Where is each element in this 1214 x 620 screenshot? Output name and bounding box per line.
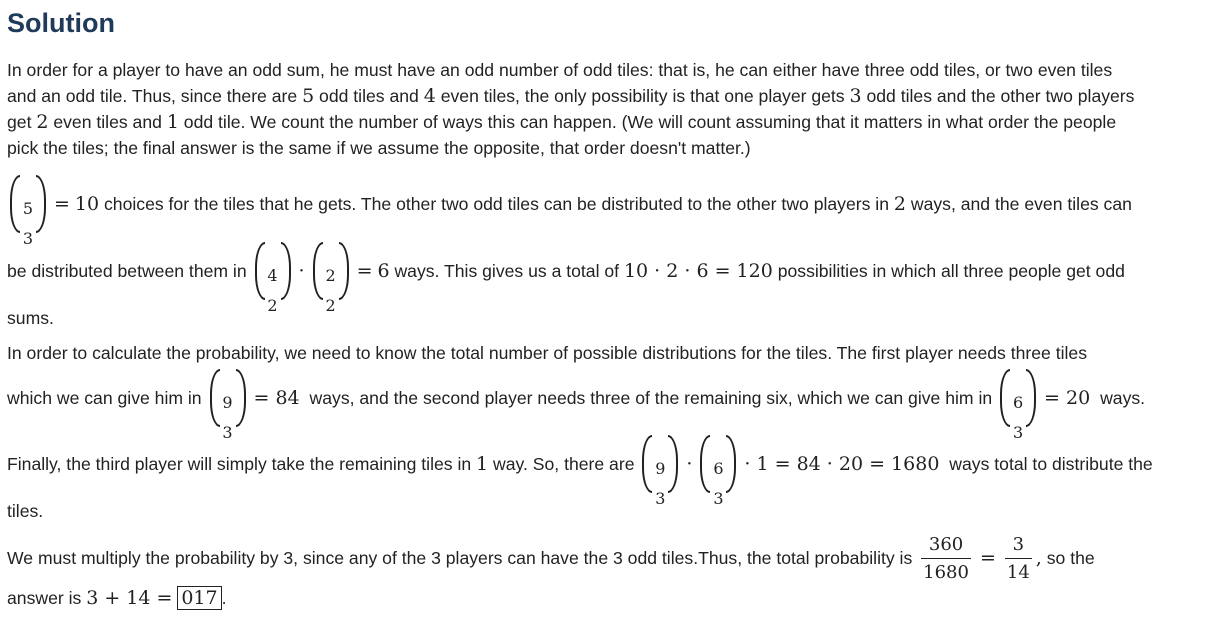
paragraph-3-line-1: In order to calculate the probability, we need to know the total number of possible distributions for the tiles. The first player needs three tiles — [7, 343, 1087, 363]
paragraph-3-line-3: Finally, the third player will simply take the remaining tiles in 1 way. So, there are 9 3 · 6 3 · 1 = 84 · 20 = 1680 ways total to distribute the — [7, 433, 1153, 495]
page-title: Solution — [7, 8, 115, 38]
binomial-5-choose-3: 5 3 — [10, 175, 46, 235]
paragraph-1-line-2: and an odd tile. Thus, since there are 5 odd tiles and 4 even tiles, the only possibility is that one player gets 3 odd tiles and the other two players — [7, 85, 1135, 107]
paragraph-2-line-2: be distributed between them in 4 2 · 2 2 = 6 ways. This gives us a total of 10 · 2 · 6 = 120 possibilities in which all three people get odd — [7, 240, 1125, 302]
paragraph-3-line-4: tiles. — [7, 501, 44, 521]
paragraph-2-line-1: 5 3 = 10 choices for the tiles that he gets. The other two odd tiles can be distributed to the other two players in 2 ways, and the even tiles can — [7, 173, 1132, 235]
paragraph-2-line-3: sums. — [7, 308, 54, 328]
paragraph-4-line-2: answer is 3 + 14 = 017 . — [7, 587, 227, 609]
fraction-360-over-1680: $\frac{360}{1680}$ — [921, 532, 971, 587]
binomial-6-choose-3-b: 6 3 — [700, 435, 736, 495]
paragraph-3-line-2: which we can give him in 9 3 = 84 ways, and the second player needs three of the remaining six, which we can give him in 6 3 = 20 ways. — [7, 367, 1145, 429]
final-answer-box: 017 — [177, 586, 221, 610]
paragraph-1-line-4: pick the tiles; the final answer is the same if we assume the opposite, that order doesn't matter.) — [7, 138, 751, 158]
binomial-9-choose-3-b: 9 3 — [642, 435, 678, 495]
paragraph-1-line-1: In order for a player to have an odd sum, he must have an odd number of odd tiles: that is, he can either have three odd tiles, or two even tiles — [7, 60, 1113, 80]
binomial-4-choose-2: 4 2 — [255, 242, 291, 302]
binomial-2-choose-2: 2 2 — [313, 242, 349, 302]
binomial-6-choose-3: 6 3 — [1000, 369, 1036, 429]
fraction-3-over-14: $\frac{3}{14}$ — [1005, 532, 1032, 587]
paragraph-1-line-3: get 2 even tiles and 1 odd tile. We count the number of ways this can happen. (We will count assuming that it matters in what order the people — [7, 111, 1117, 133]
binomial-9-choose-3: 9 3 — [210, 369, 246, 429]
paragraph-4-line-1: We must multiply the probability by 3, since any of the 3 players can have the 3 odd tiles.Thus, the total probability is $\frac{360}{1680}$ = $\frac{3}{14}$ , so the — [7, 527, 1095, 589]
